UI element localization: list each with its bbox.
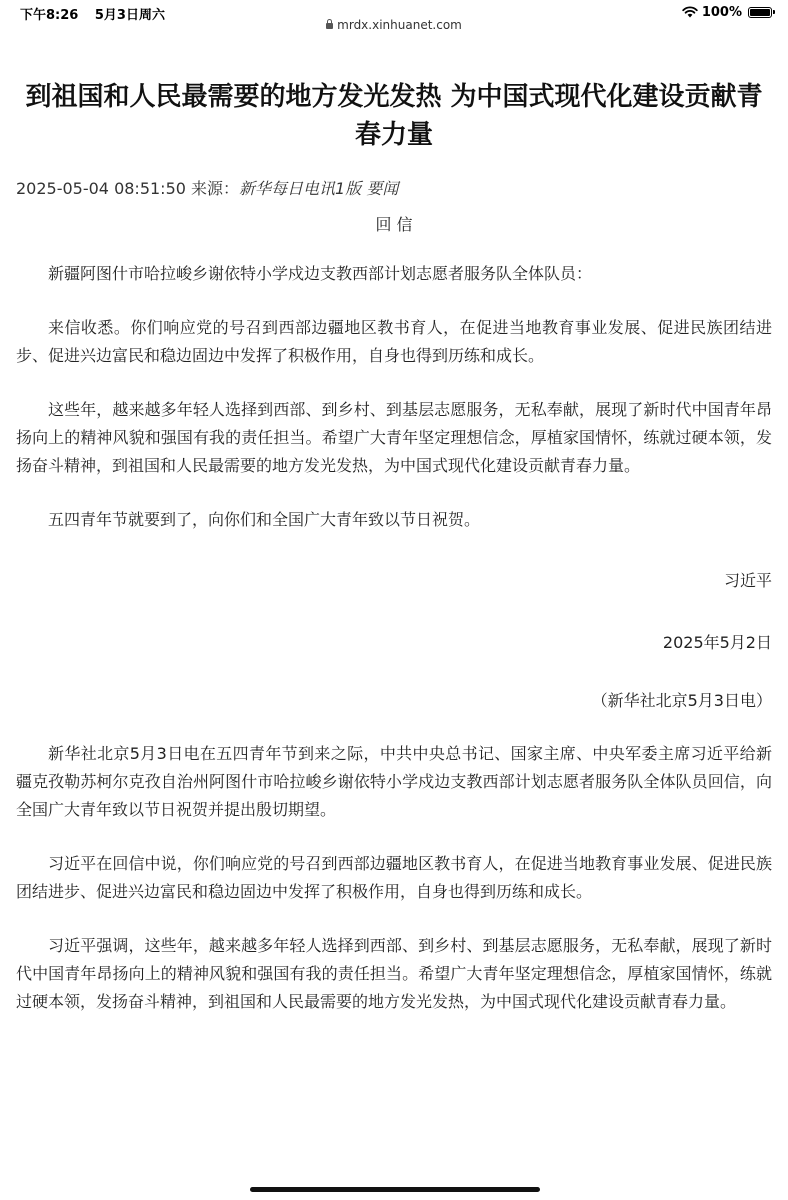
article-headline: 到祖国和人民最需要的地方发光发热 为中国式现代化建设贡献青春力量 — [25, 82, 763, 150]
article — [16, 78, 772, 1016]
url-text[interactable]: mrdx.xinhuanet.com — [337, 18, 462, 32]
letter-signature: 习近平 — [723, 571, 772, 590]
news-paragraph: 习近平强调，这些年，越来越多年轻人选择到西部、到乡村、到基层志愿服务，无私奉献，展现了新时代中国青年昂扬向上的精神风貌和强国有我的责任担当。希望广大青年坚定理想信念，厚植家国情怀，练就过硬本领，发扬奋斗精神，到祖国和人民最需要的地方发光发热，为中国式现代化建设贡献青春力量。 — [16, 936, 772, 1011]
letter-paragraph: 来信收悉。你们响应党的号召到西部边疆地区教书育人，在促进当地教育事业发展、促进民族团结进步、促进兴边富民和稳边固边中发挥了积极作用，自身也得到历练和成长。 — [16, 318, 772, 365]
address-bar[interactable] — [0, 18, 788, 32]
news-dateline: （新华社北京5月3日电） — [591, 691, 772, 710]
letter-title: 回 信 — [375, 215, 413, 234]
battery-percent: 100% — [701, 4, 742, 20]
letter-paragraph: 五四青年节就要到了，向你们和全国广大青年致以节日祝贺。 — [48, 510, 481, 529]
home-indicator[interactable] — [250, 1187, 540, 1192]
battery-icon — [748, 7, 772, 18]
publish-datetime: 2025-05-04 08:51:50 — [16, 179, 186, 198]
wifi-icon — [682, 6, 698, 18]
source-name[interactable]: 新华每日电讯1版 要闻 — [239, 179, 399, 198]
news-paragraph: 新华社北京5月3日电在五四青年节到来之际，中共中央总书记、国家主席、中央军委主席习近平给新疆克孜勒苏柯尔克孜自治州阿图什市哈拉峻乡谢依特小学戍边支教西部计划志愿者服务队全体队员回信，向全国广大青年致以节日祝贺并提出殷切期望。 — [16, 744, 772, 819]
lock-icon — [326, 23, 333, 29]
article-meta — [16, 178, 772, 200]
status-time: 下午8:26 — [20, 8, 79, 23]
letter-date: 2025年5月2日 — [662, 633, 772, 652]
status-date: 5月3日周六 — [94, 8, 165, 23]
letter-paragraph: 这些年，越来越多年轻人选择到西部、到乡村、到基层志愿服务，无私奉献，展现了新时代中国青年昂扬向上的精神风貌和强国有我的责任担当。希望广大青年坚定理想信念，厚植家国情怀，练就过硬本领，发扬奋斗精神，到祖国和人民最需要的地方发光发热，为中国式现代化建设贡献青春力量。 — [16, 400, 772, 475]
letter-salutation: 新疆阿图什市哈拉峻乡谢依特小学戍边支教西部计划志愿者服务队全体队员： — [48, 264, 593, 283]
news-paragraph: 习近平在回信中说，你们响应党的号召到西部边疆地区教书育人，在促进当地教育事业发展、促进民族团结进步、促进兴边富民和稳边固边中发挥了积极作用，自身也得到历练和成长。 — [16, 854, 772, 901]
source-label: 来源： — [191, 179, 240, 198]
